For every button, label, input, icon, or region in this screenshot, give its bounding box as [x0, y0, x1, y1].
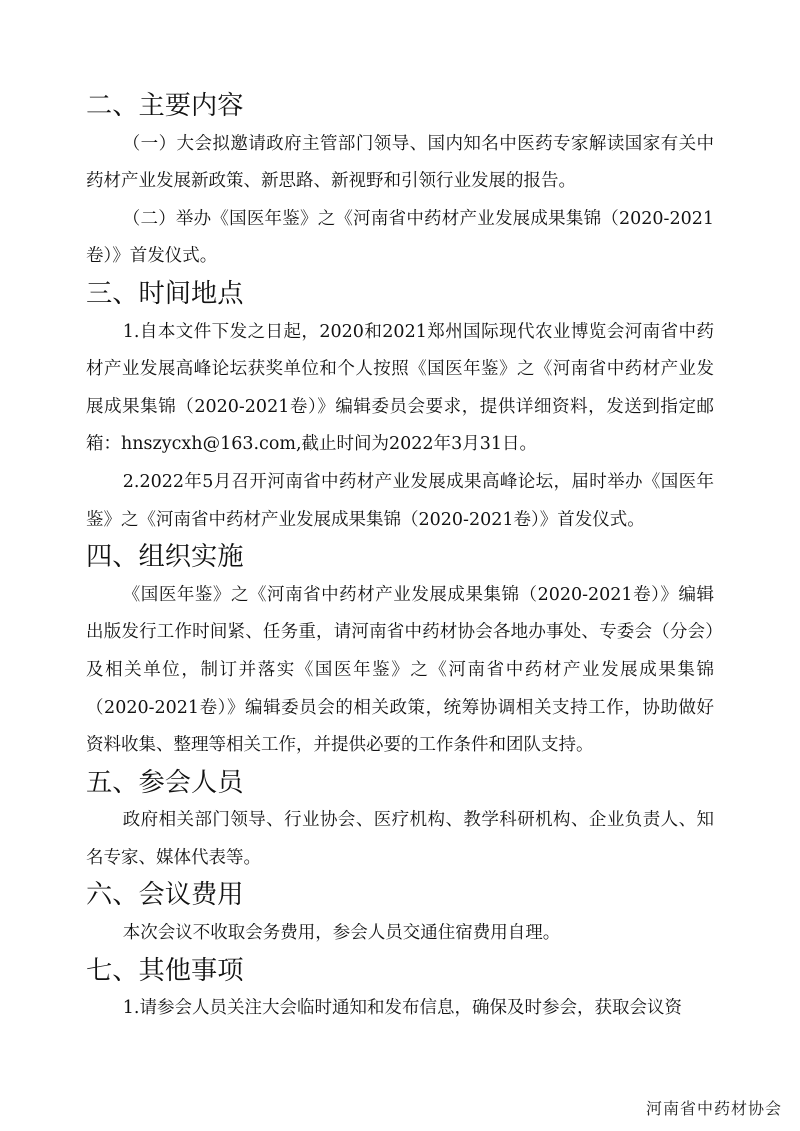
paragraph: （二）举办《国医年鉴》之《河南省中药材产业发展成果集锦（2020-2021卷）》首发仪式。	[86, 208, 714, 267]
paragraph: 政府相关部门领导、行业协会、医疗机构、教学科研机构、企业负责人、知名专家、媒体代表等。	[86, 810, 714, 868]
paragraph: （一）大会拟邀请政府主管部门领导、国内知名中医药专家解读国家有关中药材产业发展新政策、新思路、新视野和引领行业发展的报告。	[86, 133, 714, 192]
section-heading-time-place: 三、时间地点	[86, 278, 244, 309]
paragraph: 1.自本文件下发之日起，2020和2021郑州国际现代农业博览会河南省中药材产业发展高峰论坛获奖单位和个人按照《国医年鉴》之《河南省中药材产业发展成果集锦（2020-2021卷）》编辑委员会要求，提供详细资料，发送到指定邮箱：hnszycxh@163.com,截止时间为2022年3月31日。	[86, 321, 714, 455]
section-heading-fees: 六、会议费用	[86, 880, 244, 911]
document-body	[86, 88, 714, 1028]
section-heading-other-matters: 七、其他事项	[86, 955, 244, 986]
paragraph: 1.请参会人员关注大会临时通知和发布信息，确保及时参会，获取会议资	[122, 998, 682, 1019]
paragraph: 《国医年鉴》之《河南省中药材产业发展成果集锦（2020-2021卷）》编辑出版发行工作时间紧、任务重，请河南省中药材协会各地办事处、专委会（分会）及相关单位，制订并落实《国医年鉴》之《河南省中药材产业发展成果集锦（2020-2021卷）》编辑委员会的相关政策，统筹协调相关支持工作，协助做好资料收集、整理等相关工作，并提供必要的工作条件和团队支持。	[86, 584, 714, 756]
footer-organization: 河南省中药材协会	[645, 1099, 782, 1118]
section-heading-attendees: 五、参会人员	[86, 767, 244, 798]
section-heading-main-content: 二、主要内容	[86, 91, 244, 121]
paragraph: 本次会议不收取会务费用，参会人员交通住宿费用自理。	[122, 923, 561, 944]
section-heading-organization: 四、组织实施	[86, 542, 244, 573]
paragraph: 2.2022年5月召开河南省中药材产业发展成果高峰论坛，届时举办《国医年鉴》之《河南省中药材产业发展成果集锦（2020-2021卷）》首发仪式。	[86, 471, 714, 530]
